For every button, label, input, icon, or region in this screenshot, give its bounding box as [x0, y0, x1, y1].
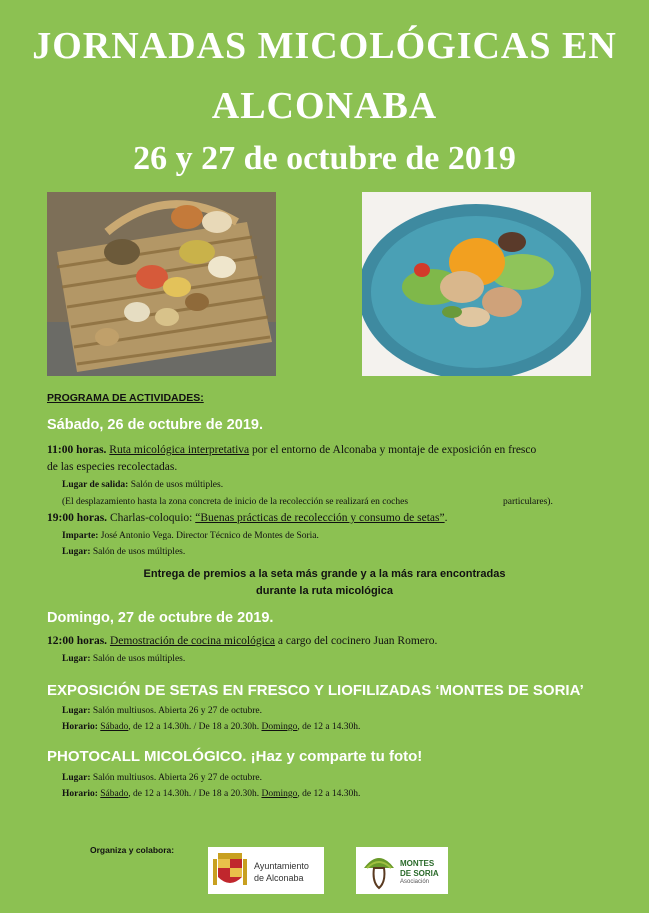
photocall-heading: PHOTOCALL MICOLÓGICO. ¡Haz y comparte tu foto!	[47, 748, 423, 765]
sunday-event: 12:00 horas. Demostración de cocina micológica a cargo del cocinero Juan Romero.	[47, 635, 438, 647]
mushroom-logo-icon	[362, 852, 396, 890]
coat-of-arms-icon	[212, 851, 248, 891]
expo-hours: Horario: Sábado, de 12 a 14.30h. / De 18 a 20.30h. Domingo, de 12 a 14.30h.	[62, 722, 361, 732]
montes-de-soria-logo: MONTES DE SORIA Asociación	[356, 847, 448, 894]
title-line-1: JORNADAS MICOLÓGICAS EN	[32, 25, 617, 67]
programa-label: PROGRAMA DE ACTIVIDADES:	[47, 392, 204, 404]
saturday-event-1-place: Lugar de salida: Salón de usos múltiples.	[62, 480, 224, 490]
mushroom-basket-photo	[47, 192, 276, 376]
sunday-event-place: Lugar: Salón de usos múltiples.	[62, 654, 186, 664]
saturday-event-1-note: (El desplazamiento hasta la zona concreta de inicio de la recolección se realizará en coches	[62, 497, 409, 507]
saturday-event-2: 19:00 horas. Charlas-coloquio: “Buenas prácticas de recolección y consumo de setas”.	[47, 512, 448, 524]
saturday-event-1-note-2: particulares).	[503, 497, 553, 507]
saturday-event-1: 11:00 horas. Ruta micológica interpretativa por el entorno de Alconaba y montaje de exposición en fresco	[47, 444, 537, 456]
expo-place: Lugar: Salón multiusos. Abierta 26 y 27 de octubre.	[62, 706, 263, 716]
mushroom-dish-photo	[362, 192, 591, 376]
photocall-hours: Horario: Sábado, de 12 a 14.30h. / De 18 a 20.30h. Domingo, de 12 a 14.30h.	[62, 789, 361, 799]
sunday-heading: Domingo, 27 de octubre de 2019.	[47, 610, 274, 626]
charla-link: “Buenas prácticas de recolección y consumo de setas”	[195, 512, 445, 524]
cocina-link: Demostración de cocina micológica	[109, 635, 276, 647]
saturday-event-2-speaker: Imparte: José Antonio Vega. Director Técnico de Montes de Soria.	[62, 531, 319, 541]
saturday-event-1-cont: de las especies recolectadas.	[47, 461, 178, 473]
ruta-link: Ruta micológica interpretativa	[109, 444, 250, 456]
title-dates: 26 y 27 de octubre de 2019	[133, 140, 516, 177]
prize-line-1: Entrega de premios a la seta más grande y a la más rara encontradas	[143, 568, 506, 580]
saturday-event-2-place: Lugar: Salón de usos múltiples.	[62, 547, 186, 557]
saturday-heading: Sábado, 26 de octubre de 2019.	[47, 417, 263, 433]
photocall-place: Lugar: Salón multiusos. Abierta 26 y 27 de octubre.	[62, 773, 263, 783]
expo-heading: EXPOSICIÓN DE SETAS EN FRESCO Y LIOFILIZADAS ‘MONTES DE SORIA’	[47, 682, 584, 699]
ayuntamiento-logo: Ayuntamiento de Alconaba	[208, 847, 324, 894]
title-line-2: ALCONABA	[211, 85, 438, 127]
prize-line-2: durante la ruta micológica	[256, 585, 393, 597]
organiza-label: Organiza y colabora:	[90, 845, 175, 855]
